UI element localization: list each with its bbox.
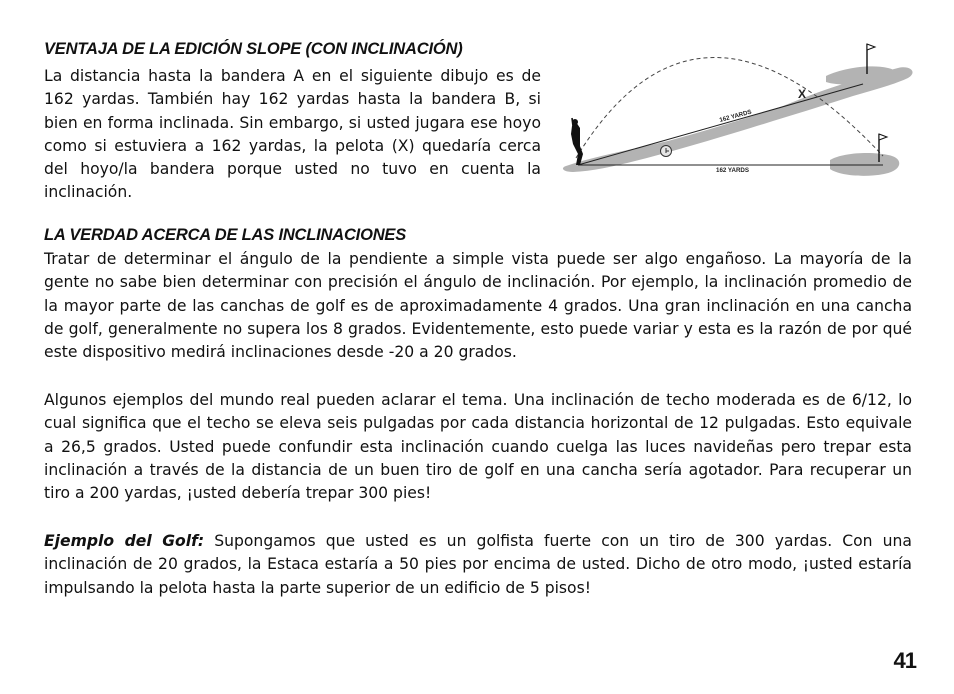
examples-paragraph: Algunos ejemplos del mundo real pueden aclarar el tema. Una inclinación de techo moderada es de 6/12, lo cual significa que el techo se eleva seis pulgadas por cada distancia horizontal de 12 pulgadas. Esto equivale a 26,5 grados. Usted puede confundir esta inclinación cuando cuelga las luces navideñas pero trepar esta inclinación a través de la distancia de un buen tiro de golf en una cancha sería agotador. Para recuperar un tiro a 200 yardas, ¡usted debería trepar 300 pies!	[44, 391, 912, 503]
truth-paragraph: Tratar de determinar el ángulo de la pendiente a simple vista puede ser algo engañoso. La mayoría de la gente no sabe bien determinar con precisión el ángulo de inclinación. Por ejemplo, la inclinación promedio de la mayor parte de las canchas de golf es de aproximadamente 4 grados. Una gran inclinación en una cancha de golf, generalmente no supera los 8 grados. Evidentemente, esto puede variar y esta es la razón de por qué este dispositivo medirá inclinaciones desde -20 a 20 grados.	[44, 250, 912, 362]
slope-paragraph: La distancia hasta la bandera A en el siguiente dibujo es de 162 yardas. También hay 162 yardas hasta la bandera B, si bien en forma inclinada. Sin embargo, si usted jugara ese hoyo como si estuviera a 162 yardas, la pelota (X) quedaría cerca del hoyo/la bandera porque usted no tuvo en cuenta la inclinación.	[44, 67, 541, 202]
slope-distance-line	[578, 84, 863, 165]
ball-marker: X	[798, 87, 807, 101]
golf-example-text: Supongamos que usted es un golfista fuerte con un tiro de 300 yardas. Con una inclinación de 20 grados, la Estaca estaría a 50 pies por encima de usted. Dicho de otro modo, ¡usted estaría impulsando la pelota hasta la parte superior de un edificio de 5 pisos!	[44, 532, 912, 597]
flat-distance-label: 162 YARDS	[716, 167, 750, 174]
slope-angle-icon	[661, 146, 672, 157]
golf-example-paragraph	[44, 530, 912, 600]
golf-example-lead: Ejemplo del Golf:	[44, 532, 205, 550]
flat-green-shape	[830, 153, 899, 176]
section-title-slope: VENTAJA DE LA EDICIÓN SLOPE (CON INCLINACIÓN)	[44, 40, 463, 58]
page-number: 41	[893, 648, 916, 673]
section-title-truth: LA VERDAD ACERCA DE LAS INCLINACIONES	[44, 226, 407, 244]
golfer-icon	[571, 118, 583, 165]
slope-distance-label: 162 YARDS	[718, 108, 753, 124]
golf-slope-diagram	[558, 38, 920, 188]
